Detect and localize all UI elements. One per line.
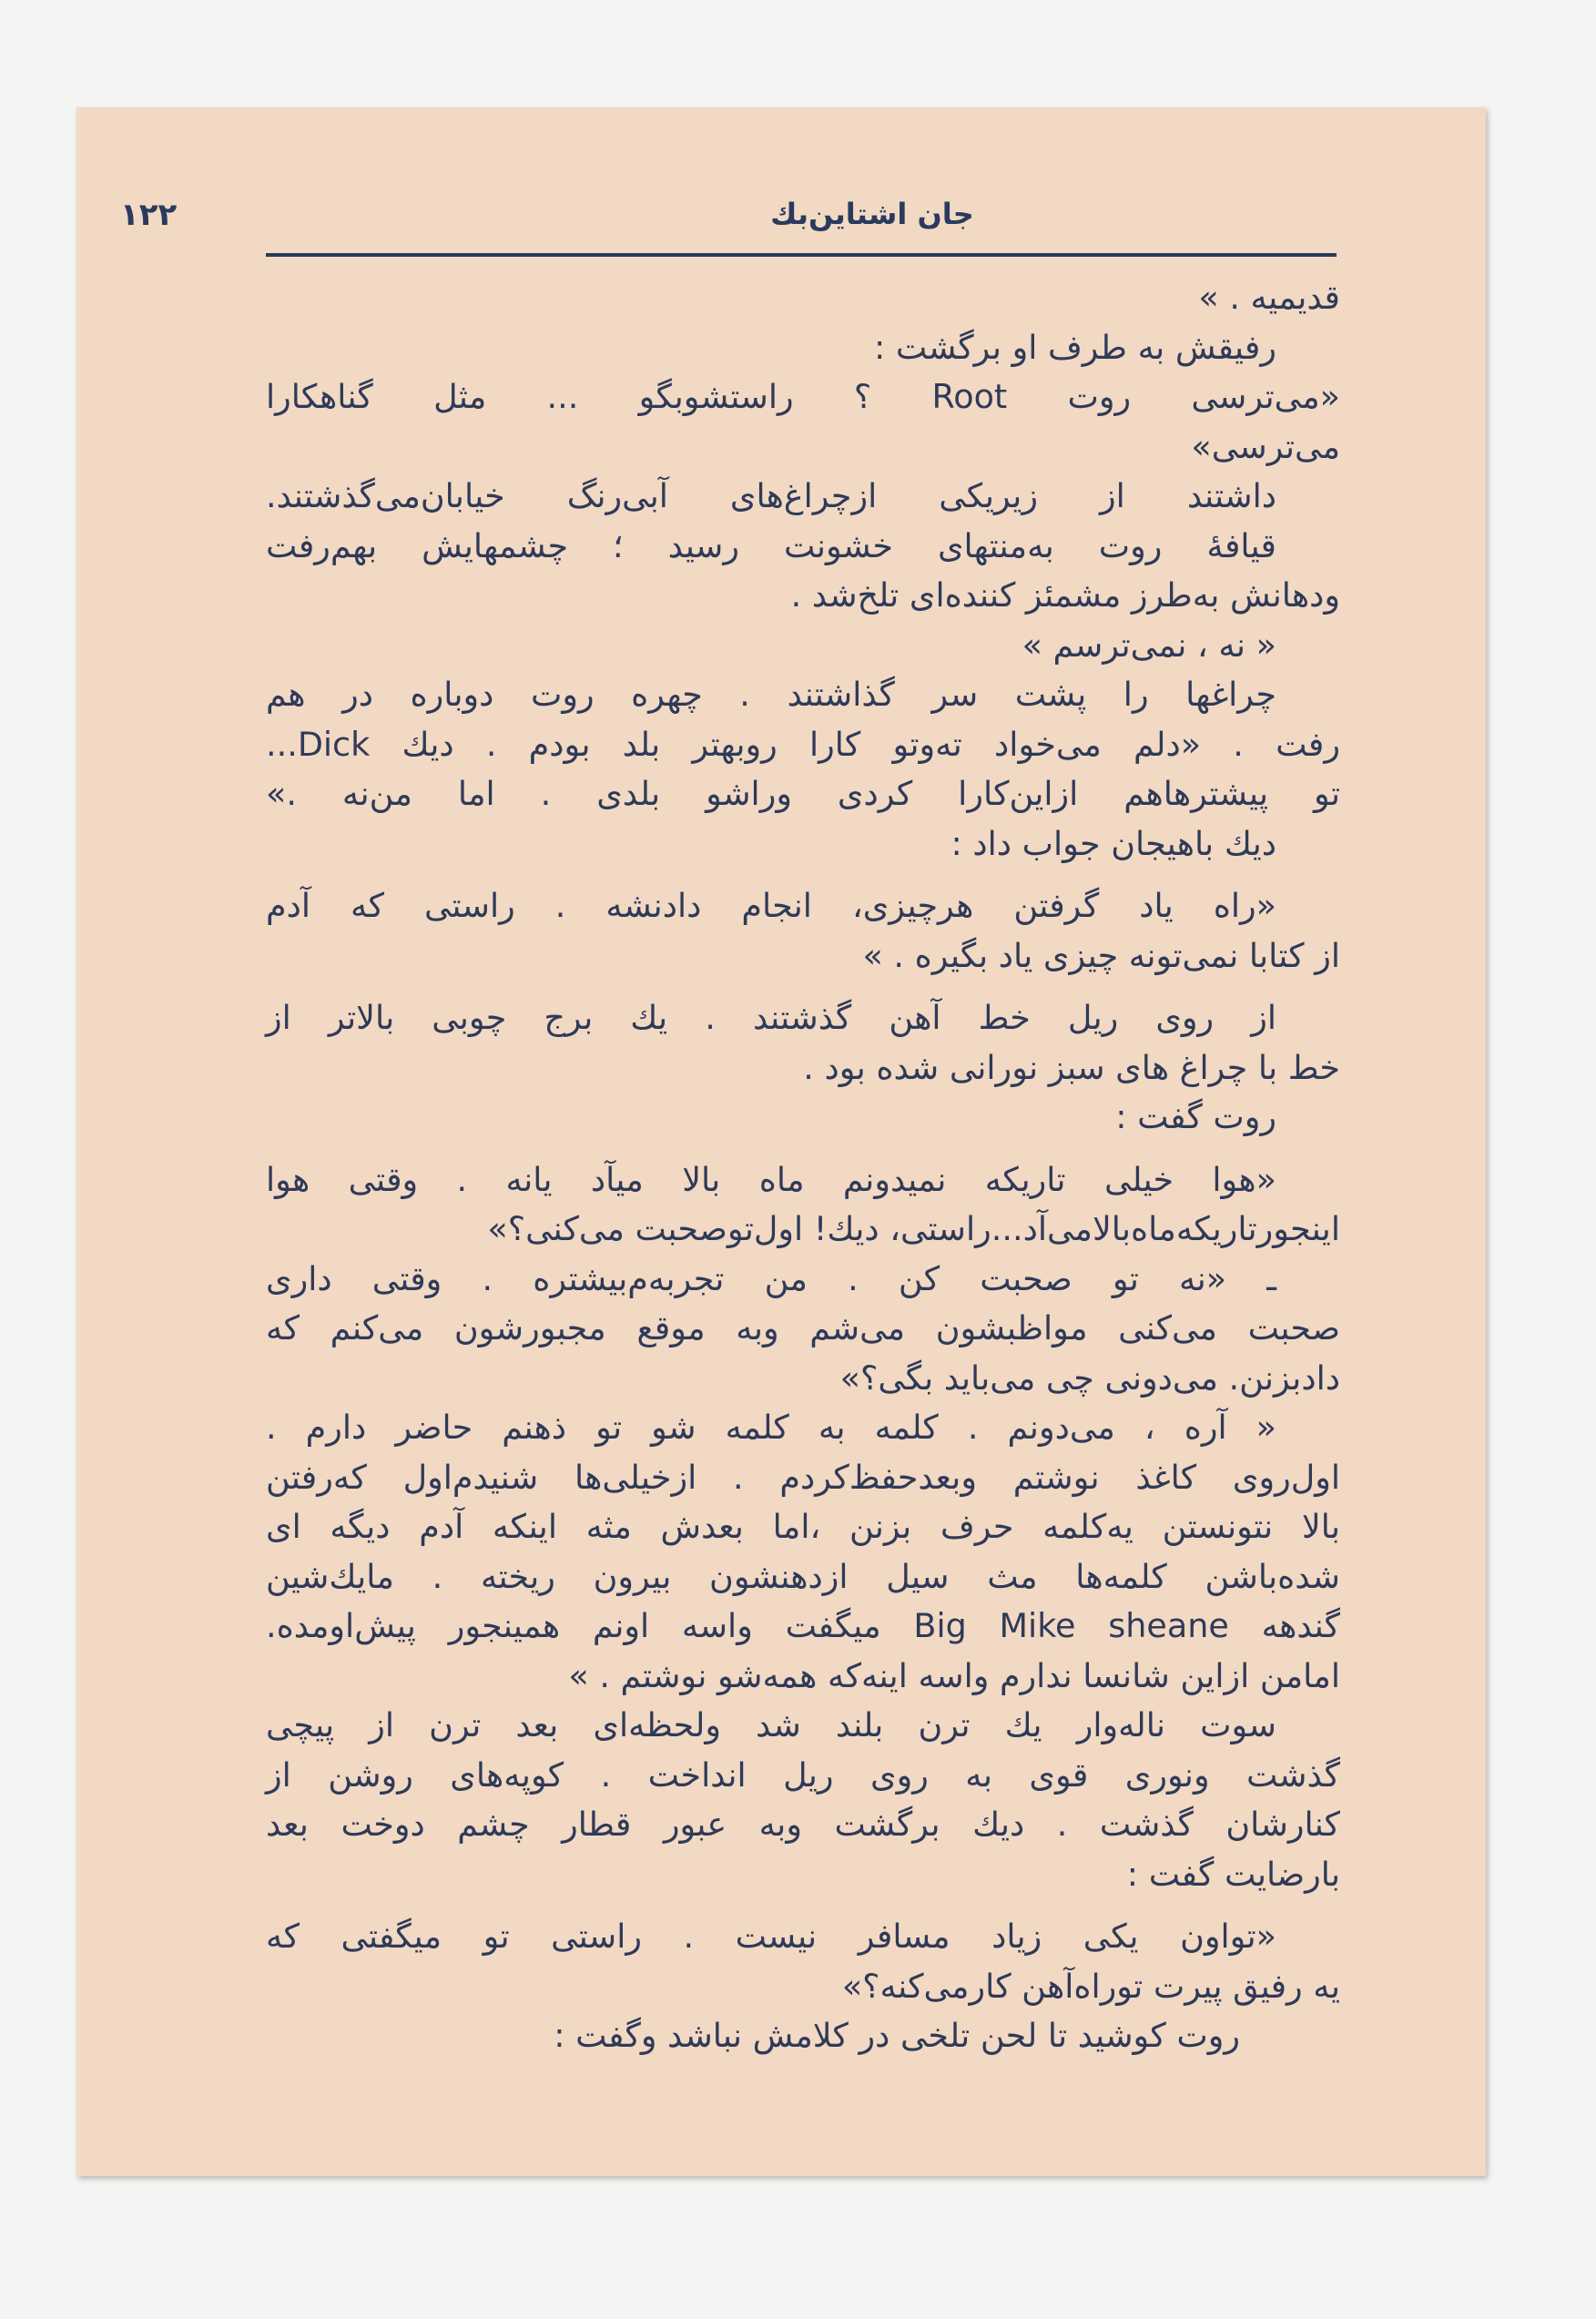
page-header bbox=[120, 193, 1337, 257]
text-line: داشتند از زیریکی ازچراغ‌های آبی‌رنگ خیابان‌می‌گذشتند. bbox=[266, 476, 1276, 515]
text-line: « نه ، نمی‌ترسم » bbox=[1022, 625, 1276, 665]
text-line: دیك باهیجان جواب داد : bbox=[950, 823, 1276, 863]
header-rule bbox=[266, 253, 1337, 257]
text-line: «هوا خیلی تاریکه نمیدونم ماه بالا میآد یانه . وقتی هوا bbox=[266, 1159, 1276, 1199]
text-line: « آره ، می‌دونم . کلمه به کلمه شو تو ذهنم حاضر دارم . bbox=[266, 1408, 1276, 1447]
text-line: اینجورتاریکه‌ماه‌بالامی‌آد...راستی، دیك! اول‌توصحبت می‌کنی؟» bbox=[487, 1209, 1340, 1248]
text-line: می‌ترسی» bbox=[1191, 426, 1340, 466]
text-line: روت گفت : bbox=[1115, 1097, 1276, 1136]
text-line: دادبزنن. می‌دونی چی می‌باید بگی؟» bbox=[839, 1358, 1340, 1398]
text-line: صحبت می‌کنی مواظبشون می‌شم وبه موقع مجبورشون می‌کنم که bbox=[266, 1308, 1340, 1348]
body-text bbox=[266, 273, 1340, 2103]
text-line: از کتابا نمی‌تونه چیزی یاد بگیره . » bbox=[862, 935, 1340, 975]
text-line: «می‌ترسی روت Root ؟ راستشوبگو ... مثل گناهکارا bbox=[266, 377, 1340, 416]
text-line: خط با چراغ های سبز نورانی شده بود . bbox=[803, 1047, 1340, 1087]
text-line: اول‌روی کاغذ نوشتم وبعدحفظ‌کردم . ازخیلی‌ها شنیدم‌اول که‌رفتن bbox=[266, 1457, 1340, 1497]
text-line: قدیمیه . » bbox=[1198, 278, 1340, 317]
text-line: بارضایت گفت : bbox=[1126, 1854, 1340, 1894]
text-line: تو پیشترهاهم ازاین‌کارا کردی وراشو بلدی . اما من‌نه .» bbox=[266, 774, 1340, 813]
text-line: رفت . «دلم می‌خواد ته‌وتو کارا روبهتر بلد بودم . دیك Dick... bbox=[266, 724, 1340, 764]
text-line: سوت ناله‌وار یك ترن بلند شد ولحظه‌ای بعد ترن از پیچی bbox=[266, 1705, 1276, 1744]
text-line: «راه یاد گرفتن هرچیزی، انجام دادنشه . راستی که آدم bbox=[266, 886, 1276, 925]
text-line: چراغها را پشت سر گذاشتند . چهره روت دوباره در هم bbox=[266, 675, 1276, 714]
text-line: کنارشان گذشت . دیك برگشت وبه عبور قطار چشم دوخت بعد bbox=[266, 1805, 1340, 1844]
text-line: از روی ریل خط آهن گذشتند . یك برج چوبی بالاتر از bbox=[266, 998, 1276, 1037]
text-line: قیافهٔ روت به‌منتهای خشونت رسید ؛ چشمهایش بهم‌رفت bbox=[266, 525, 1276, 565]
running-title: جان اشتاین‌بك bbox=[770, 197, 974, 231]
text-line: «تواون یکی زیاد مسافر نیست . راستی تو میگفتی که bbox=[266, 1917, 1276, 1956]
text-line: یه رفیق پیرت توراه‌آهن کارمی‌کنه؟» bbox=[841, 1966, 1340, 2006]
text-line: گندهه Big Mike sheane میگفت واسه اونم همینجور پیش‌اومده. bbox=[266, 1606, 1340, 1645]
text-line: روت کوشید تا لحن تلخی در کلامش نباشد وگفت : bbox=[554, 2016, 1240, 2055]
page-number: ۱۲۲ bbox=[120, 197, 178, 233]
text-line: رفیقش به طرف او برگشت : bbox=[874, 327, 1276, 367]
text-line: ودهانش به‌طرز مشمئز کننده‌ای تلخ‌شد . bbox=[790, 575, 1340, 615]
text-line: گذشت ونوری قوی به روی ریل انداخت . کوپه‌های روشن از bbox=[266, 1755, 1340, 1795]
text-line: امامن ازاین شانسا ندارم واسه اینه‌که همه‌شو نوشتم . » bbox=[568, 1655, 1340, 1695]
text-line: ـ «نه تو صحبت کن . من تجربه‌م‌بیشتره . وقتی داری bbox=[266, 1258, 1276, 1298]
text-line: بالا نتونستن یه‌کلمه حرف بزنن ،اما بعدش مثه اینکه آدم دیگه ای bbox=[266, 1507, 1340, 1546]
text-line: شده‌باشن کلمه‌ها مث سیل ازدهنشون بیرون ریخته . مایك‌شین bbox=[266, 1556, 1340, 1596]
